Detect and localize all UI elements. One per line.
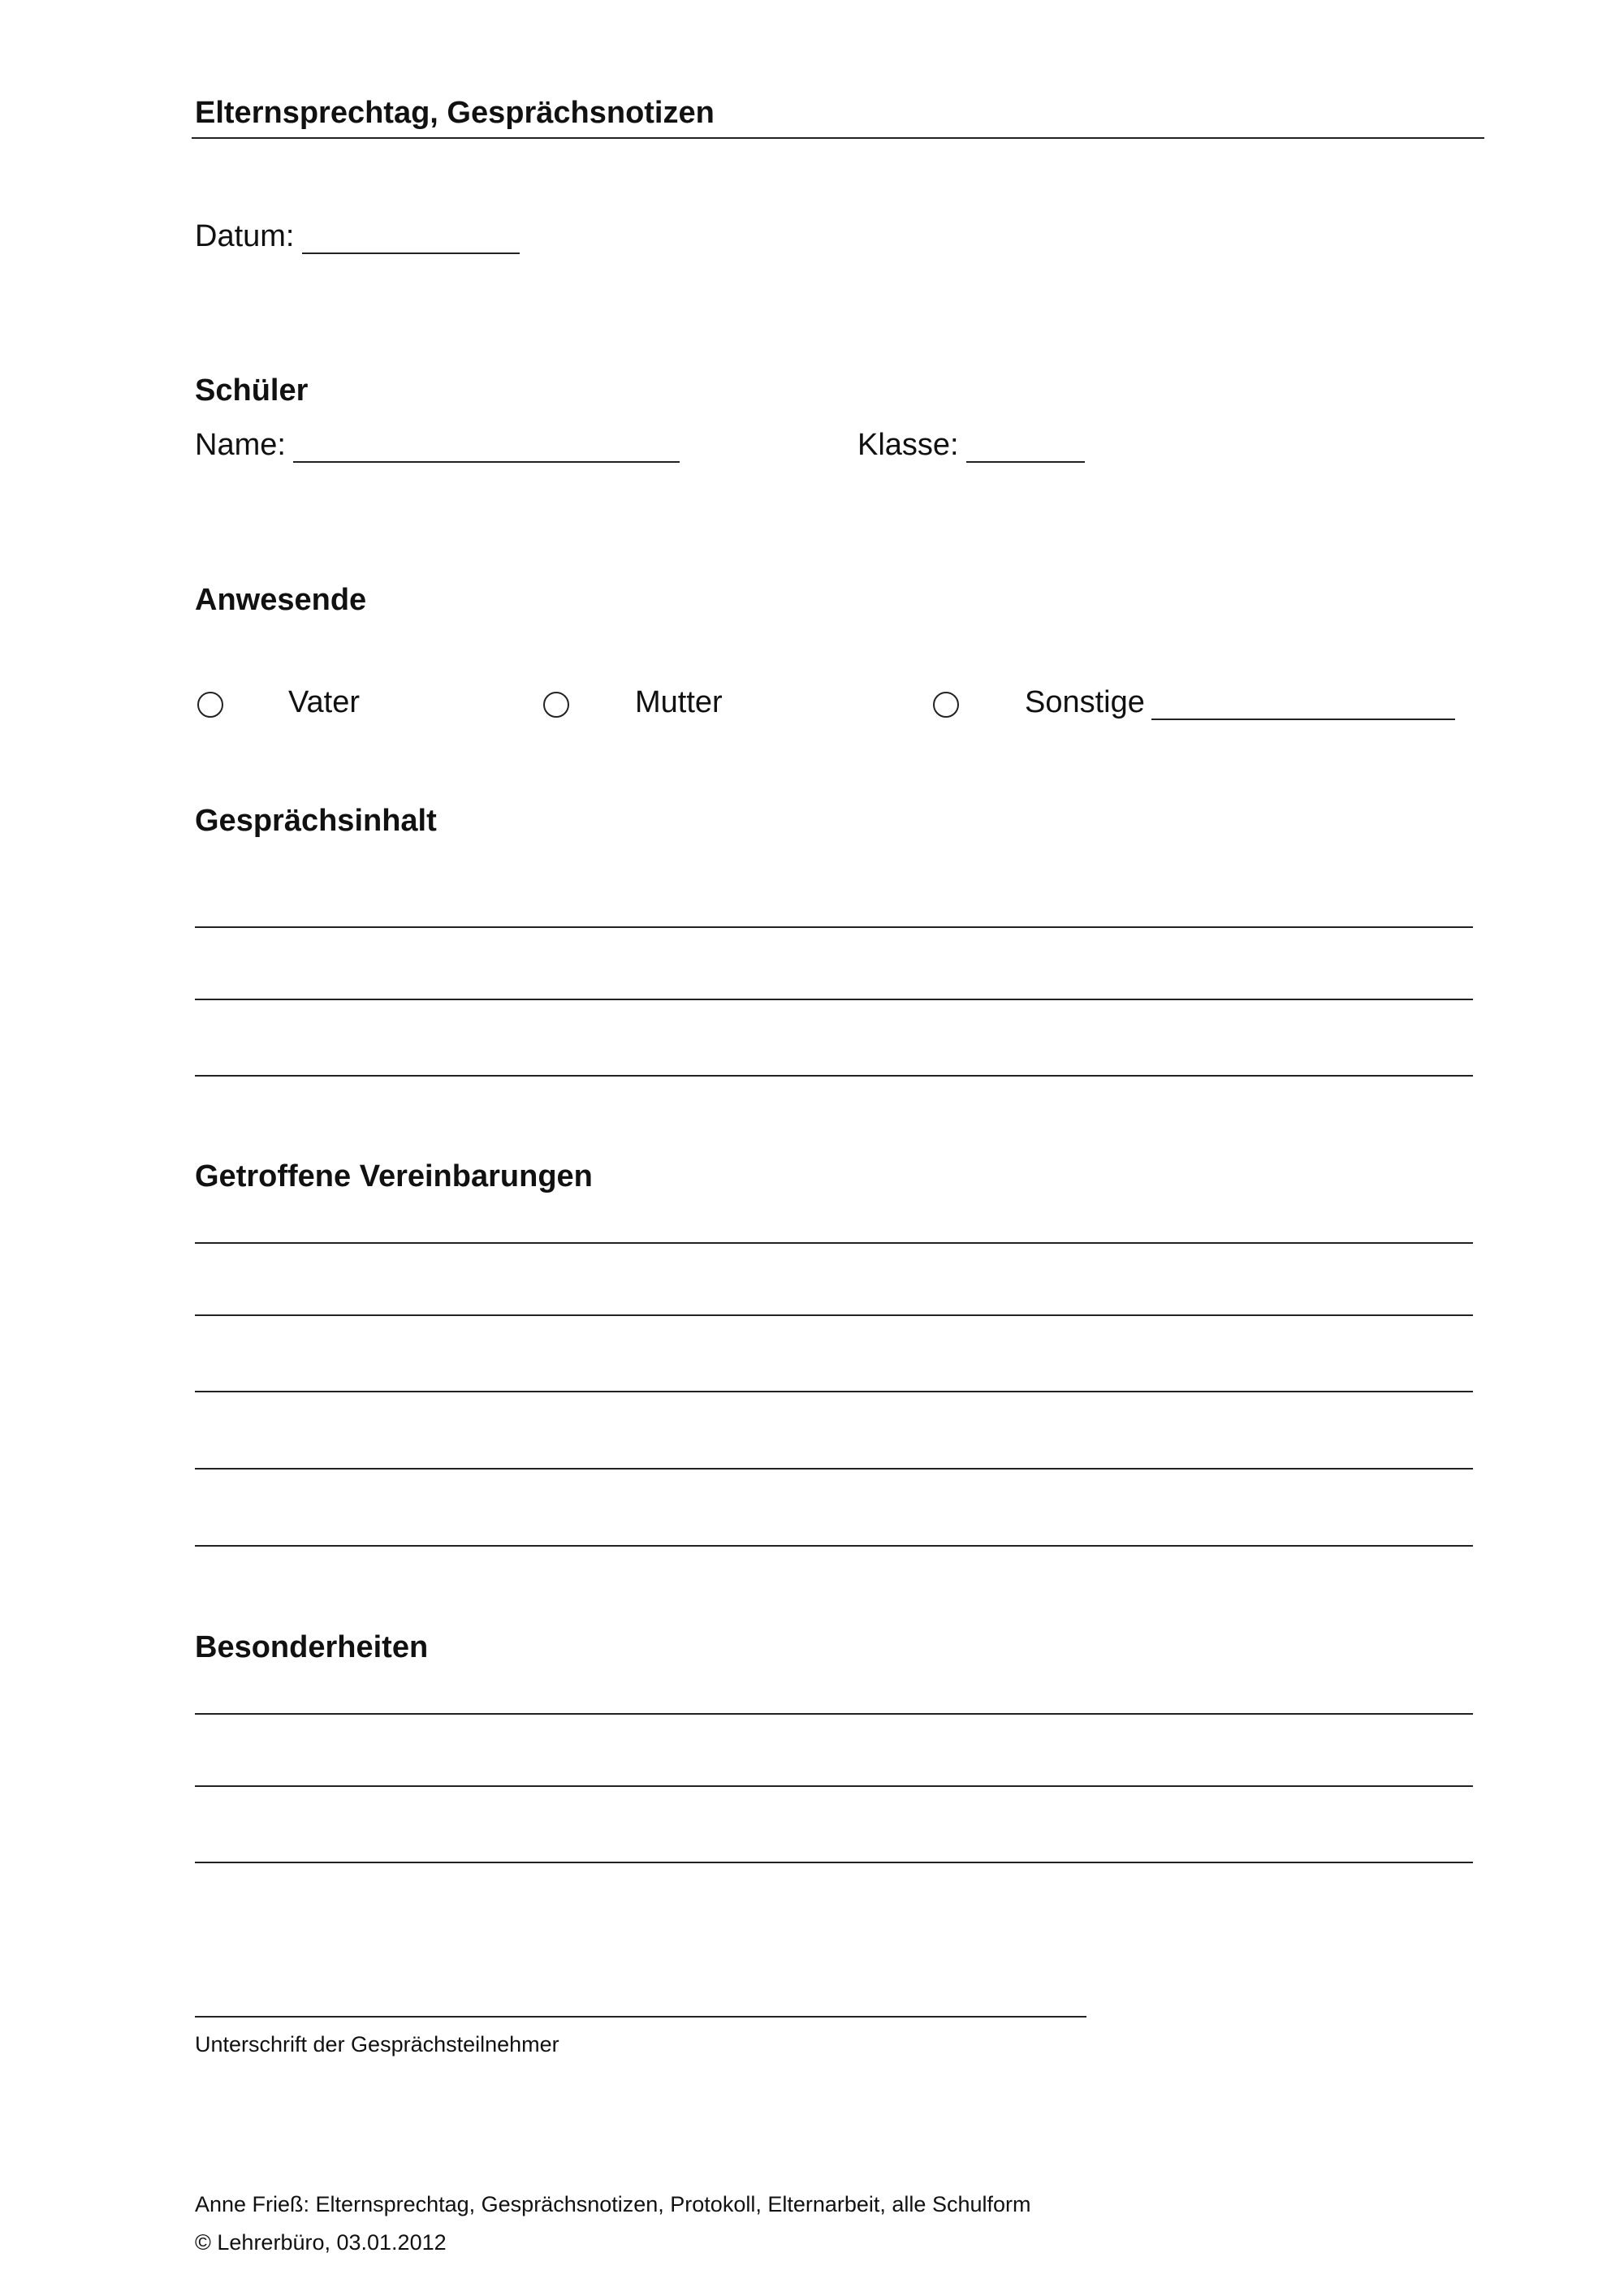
notes-line[interactable] — [195, 1785, 1473, 1787]
footer-copyright: © Lehrerbüro, 03.01.2012 — [195, 2230, 447, 2255]
footer-source: Anne Frieß: Elternsprechtag, Gesprächsnotizen, Protokoll, Elternarbeit, alle Schulform — [195, 2192, 1031, 2216]
mother-radio[interactable] — [543, 692, 569, 718]
page-title: Elternsprechtag, Gesprächsnotizen — [195, 96, 715, 130]
agreements-line[interactable] — [195, 1468, 1473, 1470]
content-line[interactable] — [195, 999, 1473, 1000]
date-field[interactable] — [302, 252, 520, 254]
agreements-line[interactable] — [195, 1545, 1473, 1547]
title-divider — [192, 137, 1484, 139]
content-line[interactable] — [195, 926, 1473, 928]
name-field[interactable] — [293, 461, 680, 463]
other-label: Sonstige — [1025, 685, 1145, 719]
signature-line[interactable] — [195, 2016, 1086, 2018]
name-label: Name: — [195, 428, 286, 462]
other-radio[interactable] — [933, 692, 959, 718]
agreements-heading: Getroffene Vereinbarungen — [195, 1159, 593, 1193]
notes-line[interactable] — [195, 1713, 1473, 1715]
notes-line[interactable] — [195, 1862, 1473, 1863]
student-heading: Schüler — [195, 373, 309, 408]
class-field[interactable] — [966, 461, 1085, 463]
content-heading: Gesprächsinhalt — [195, 804, 437, 838]
class-label: Klasse: — [857, 428, 959, 462]
agreements-line[interactable] — [195, 1391, 1473, 1392]
content-line[interactable] — [195, 1075, 1473, 1077]
signature-label: Unterschrift der Gesprächsteilnehmer — [195, 2032, 559, 2056]
father-label: Vater — [288, 685, 361, 719]
mother-label: Mutter — [635, 685, 723, 719]
notes-heading: Besonderheiten — [195, 1630, 429, 1664]
attendees-heading: Anwesende — [195, 583, 367, 617]
agreements-line[interactable] — [195, 1242, 1473, 1244]
father-radio[interactable] — [197, 692, 223, 718]
date-label: Datum: — [195, 219, 295, 253]
other-field[interactable] — [1151, 719, 1455, 720]
agreements-line[interactable] — [195, 1314, 1473, 1316]
